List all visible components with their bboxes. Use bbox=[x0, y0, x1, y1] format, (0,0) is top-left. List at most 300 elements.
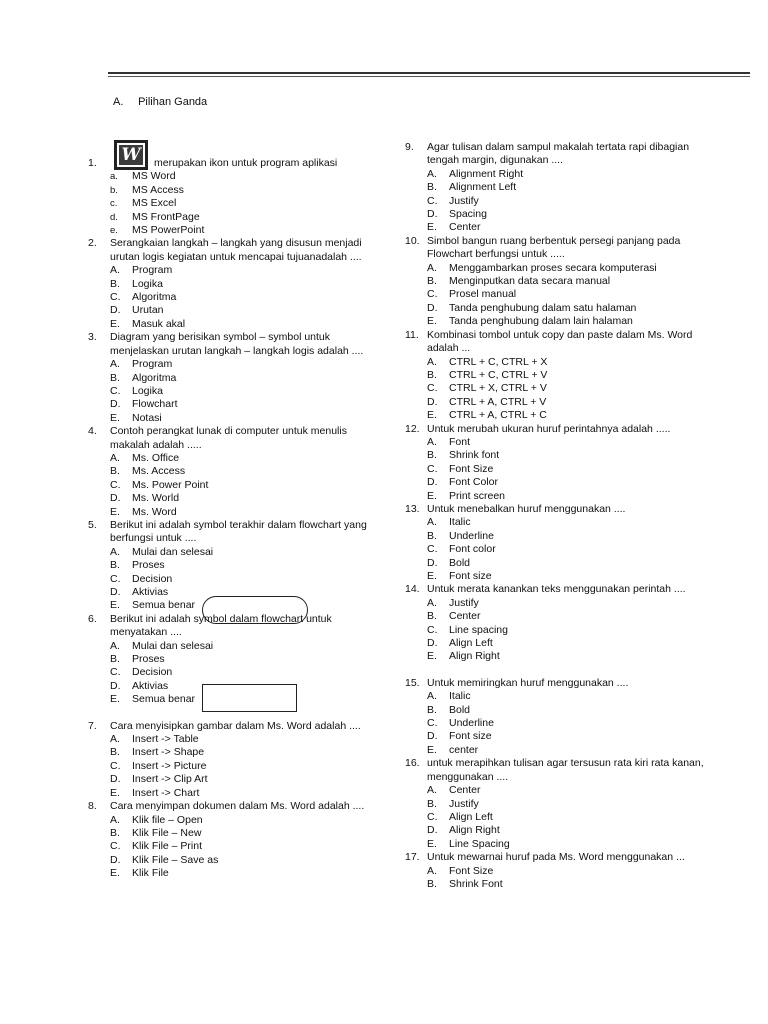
answer-option bbox=[405, 650, 705, 663]
answer-option bbox=[405, 221, 705, 234]
answer-option bbox=[405, 730, 705, 743]
option-letter: A. bbox=[110, 639, 120, 652]
option-text: Logika bbox=[132, 384, 163, 397]
question-text: Cara menyimpan dokumen dalam Ms. Word adalah .... bbox=[110, 800, 365, 813]
option-letter: D. bbox=[427, 301, 438, 314]
option-text: Insert -> Chart bbox=[132, 786, 200, 799]
option-letter: B. bbox=[427, 449, 437, 462]
question-14 bbox=[405, 583, 705, 663]
option-letter: C. bbox=[110, 759, 121, 772]
answer-option bbox=[405, 181, 705, 194]
option-letter: E. bbox=[110, 317, 120, 330]
question-stem bbox=[405, 235, 705, 262]
question-number: 11. bbox=[405, 328, 419, 341]
option-text: Prosel manual bbox=[449, 288, 517, 301]
question-stem bbox=[405, 423, 705, 436]
question-number: 14. bbox=[405, 583, 420, 596]
option-letter: B. bbox=[110, 826, 120, 839]
answer-option bbox=[88, 452, 388, 465]
option-text: CTRL + C, CTRL + X bbox=[449, 355, 548, 368]
answer-option bbox=[405, 262, 705, 275]
answer-option bbox=[405, 570, 705, 583]
answer-option bbox=[405, 315, 705, 328]
question-stem bbox=[88, 331, 388, 358]
option-text: Center bbox=[449, 784, 481, 797]
option-letter: A. bbox=[110, 358, 120, 371]
option-letter: B. bbox=[110, 559, 120, 572]
question-16 bbox=[405, 757, 705, 851]
answer-option bbox=[405, 288, 705, 301]
option-text: Ms. Office bbox=[132, 451, 180, 464]
answer-option bbox=[88, 291, 388, 304]
option-letter: A. bbox=[427, 435, 437, 448]
left-question-column bbox=[88, 157, 388, 881]
question-text: Kombinasi tombol untuk copy dan paste dalam Ms. Word adalah ... bbox=[427, 328, 693, 355]
question-stem bbox=[88, 800, 388, 813]
option-text: Underline bbox=[449, 529, 494, 542]
option-text: CTRL + X, CTRL + V bbox=[449, 382, 547, 395]
option-letter: C. bbox=[427, 810, 438, 823]
question-number: 16. bbox=[405, 757, 420, 770]
answer-option bbox=[88, 586, 388, 599]
answer-option bbox=[405, 704, 705, 717]
option-text: Font size bbox=[449, 730, 492, 743]
option-letter: D. bbox=[427, 730, 438, 743]
option-letter: b. bbox=[110, 184, 118, 196]
option-text: Align Right bbox=[449, 824, 500, 837]
option-text: Notasi bbox=[132, 411, 162, 424]
question-text: Untuk merata kanankan teks menggunakan perintah .... bbox=[427, 583, 686, 596]
answer-option bbox=[405, 369, 705, 382]
question-number: 8. bbox=[88, 800, 97, 813]
option-text: Align Left bbox=[449, 637, 493, 650]
answer-option bbox=[88, 640, 388, 653]
answer-option bbox=[88, 559, 388, 572]
option-text: Semua benar bbox=[132, 599, 196, 612]
answer-option bbox=[405, 838, 705, 851]
answer-option bbox=[405, 356, 705, 369]
option-letter: A. bbox=[110, 451, 120, 464]
question-stem bbox=[88, 720, 388, 733]
answer-option bbox=[88, 827, 388, 840]
question-text: Diagram yang berisikan symbol – symbol untuk menjelaskan urutan langkah – langkah logis adalah .... bbox=[110, 331, 364, 357]
answer-option bbox=[405, 476, 705, 489]
option-text: Semua benar bbox=[132, 693, 196, 706]
question-number: 13. bbox=[405, 502, 420, 515]
answer-option bbox=[405, 543, 705, 556]
option-letter: C. bbox=[110, 572, 121, 585]
option-text: Align Left bbox=[449, 810, 493, 823]
option-letter: C. bbox=[110, 478, 121, 491]
answer-option bbox=[88, 546, 388, 559]
option-letter: E. bbox=[427, 489, 437, 502]
question-text: Berikut ini adalah symbol terakhir dalam flowchart yang berfungsi untuk .... bbox=[110, 518, 367, 545]
option-text: Line spacing bbox=[449, 623, 508, 636]
question-stem bbox=[405, 583, 705, 596]
question-text: Simbol bangun ruang berbentuk persegi panjang pada Flowchart berfungsi untuk ..... bbox=[427, 234, 681, 261]
option-text: MS Access bbox=[132, 183, 184, 196]
option-letter: C. bbox=[110, 291, 121, 304]
option-letter: E. bbox=[110, 411, 120, 424]
answer-option bbox=[405, 463, 705, 476]
answer-option bbox=[88, 840, 388, 853]
option-text: Alignment Left bbox=[449, 181, 517, 194]
option-text: Spacing bbox=[449, 208, 487, 221]
option-letter: A. bbox=[427, 690, 437, 703]
option-letter: E. bbox=[110, 505, 120, 518]
option-text: Urutan bbox=[132, 304, 164, 317]
question-number: 12. bbox=[405, 422, 420, 435]
option-letter: D. bbox=[427, 824, 438, 837]
option-text: Klik File – Save as bbox=[132, 853, 219, 866]
question-stem bbox=[88, 613, 388, 640]
option-letter: E. bbox=[427, 650, 437, 663]
option-letter: E. bbox=[427, 743, 437, 756]
option-letter: A. bbox=[427, 864, 437, 877]
option-letter: D. bbox=[427, 476, 438, 489]
option-text: CTRL + A, CTRL + V bbox=[449, 395, 547, 408]
question-12 bbox=[405, 423, 705, 503]
question-text: untuk merapihkan tulisan agar tersusun rata kiri rata kanan, menggunakan .... bbox=[427, 757, 704, 783]
question-text: Contoh perangkat lunak di computer untuk menulis makalah adalah ..... bbox=[110, 425, 347, 451]
option-letter: D. bbox=[427, 208, 438, 221]
question-4 bbox=[88, 425, 388, 519]
answer-option bbox=[405, 610, 705, 623]
option-letter: D. bbox=[427, 637, 438, 650]
option-text: MS PowerPoint bbox=[132, 224, 205, 237]
option-letter: E. bbox=[427, 837, 437, 850]
answer-option bbox=[405, 208, 705, 221]
option-letter: a. bbox=[110, 171, 118, 183]
option-letter: A. bbox=[110, 264, 120, 277]
option-text: Menginputkan data secara manual bbox=[449, 275, 611, 288]
answer-option bbox=[405, 597, 705, 610]
question-number: 6. bbox=[88, 612, 97, 625]
option-letter: c. bbox=[110, 198, 118, 210]
option-letter: D. bbox=[110, 853, 121, 866]
option-letter: C. bbox=[427, 288, 438, 301]
option-text: Justify bbox=[449, 797, 479, 810]
option-text: Center bbox=[449, 221, 481, 234]
option-text: Klik File bbox=[132, 867, 169, 880]
option-text: Insert -> Picture bbox=[132, 759, 207, 772]
answer-option bbox=[405, 878, 705, 891]
answer-option bbox=[405, 168, 705, 181]
option-text: Masuk akal bbox=[132, 317, 186, 330]
option-letter: A. bbox=[427, 355, 437, 368]
answer-option bbox=[405, 530, 705, 543]
option-text: Tanda penghubung dalam satu halaman bbox=[449, 301, 637, 314]
answer-option bbox=[88, 170, 388, 183]
question-stem bbox=[405, 503, 705, 516]
option-text: Shrink font bbox=[449, 449, 500, 462]
option-text: Insert -> Shape bbox=[132, 746, 205, 759]
option-letter: B. bbox=[427, 368, 437, 381]
question-stem bbox=[88, 519, 388, 546]
answer-option bbox=[88, 746, 388, 759]
header-rule-bottom bbox=[108, 76, 750, 77]
question-text: Agar tulisan dalam sampul makalah tertata rapi dibagian tengah margin, digunakan .... bbox=[427, 141, 690, 167]
right-question-column bbox=[405, 141, 705, 891]
option-text: CTRL + C, CTRL + V bbox=[449, 368, 548, 381]
option-text: CTRL + A, CTRL + C bbox=[449, 409, 547, 422]
question-stem bbox=[405, 677, 705, 690]
option-letter: E. bbox=[110, 693, 120, 706]
option-text: Aktivias bbox=[132, 679, 169, 692]
spacer bbox=[405, 664, 705, 677]
option-text: Proses bbox=[132, 559, 165, 572]
option-text: Font bbox=[449, 435, 471, 448]
option-text: Ms. Word bbox=[132, 505, 177, 518]
answer-option bbox=[405, 865, 705, 878]
section-heading: Pilihan Ganda bbox=[138, 96, 208, 108]
option-letter: D. bbox=[427, 556, 438, 569]
option-text: Line Spacing bbox=[449, 837, 510, 850]
answer-option bbox=[88, 412, 388, 425]
option-text: Font Color bbox=[449, 476, 499, 489]
question-number: 1. bbox=[88, 157, 97, 169]
option-text: Font Size bbox=[449, 864, 494, 877]
option-letter: D. bbox=[110, 773, 121, 786]
option-letter: D. bbox=[110, 398, 121, 411]
answer-option bbox=[88, 492, 388, 505]
question-text: Cara menyisipkan gambar dalam Ms. Word adalah .... bbox=[110, 719, 361, 732]
question-5 bbox=[88, 519, 388, 613]
answer-option bbox=[88, 773, 388, 786]
answer-option bbox=[405, 798, 705, 811]
question-15 bbox=[405, 677, 705, 757]
question-6 bbox=[88, 613, 388, 707]
option-text: Decision bbox=[132, 666, 173, 679]
option-letter: E. bbox=[110, 786, 120, 799]
option-letter: B. bbox=[427, 797, 437, 810]
question-number: 15. bbox=[405, 676, 420, 689]
option-text: MS FrontPage bbox=[132, 210, 200, 223]
answer-option bbox=[88, 465, 388, 478]
answer-option bbox=[405, 302, 705, 315]
answer-option bbox=[88, 479, 388, 492]
answer-option bbox=[405, 516, 705, 529]
option-letter: D. bbox=[110, 492, 121, 505]
answer-option bbox=[88, 599, 388, 612]
option-text: Center bbox=[449, 610, 481, 623]
option-letter: A. bbox=[110, 733, 120, 746]
question-stem bbox=[88, 157, 388, 170]
answer-option bbox=[88, 760, 388, 773]
option-text: Justify bbox=[449, 194, 479, 207]
ms-word-glyph: W bbox=[119, 145, 143, 165]
option-text: Aktivias bbox=[132, 586, 169, 598]
answer-option bbox=[88, 224, 388, 237]
option-text: Print screen bbox=[449, 489, 506, 502]
question-11 bbox=[405, 329, 705, 423]
option-text: Menggambarkan proses secara komputerasi bbox=[449, 261, 657, 274]
option-text: Klik File – Print bbox=[132, 840, 203, 853]
answer-option bbox=[88, 666, 388, 679]
option-letter: C. bbox=[110, 666, 121, 679]
question-text: Untuk menebalkan huruf menggunakan .... bbox=[427, 502, 626, 515]
option-text: Algoritma bbox=[132, 371, 177, 384]
answer-option bbox=[405, 396, 705, 409]
option-text: Underline bbox=[449, 717, 494, 730]
answer-option bbox=[405, 624, 705, 637]
spacer bbox=[88, 707, 388, 720]
option-text: Font color bbox=[449, 543, 496, 556]
option-text: Italic bbox=[449, 516, 471, 529]
answer-option bbox=[88, 814, 388, 827]
question-stem bbox=[88, 425, 388, 452]
option-letter: C. bbox=[427, 382, 438, 395]
answer-option bbox=[88, 197, 388, 210]
option-letter: B. bbox=[427, 703, 437, 716]
answer-option bbox=[405, 449, 705, 462]
option-letter: A. bbox=[427, 167, 437, 180]
option-text: Mulai dan selesai bbox=[132, 545, 214, 558]
question-3 bbox=[88, 331, 388, 425]
option-text: Ms. Access bbox=[132, 465, 186, 478]
question-13 bbox=[405, 503, 705, 583]
section-title bbox=[113, 96, 207, 109]
question-text: Untuk mewarnai huruf pada Ms. Word menggunakan ... bbox=[427, 851, 685, 864]
option-text: Justify bbox=[449, 596, 479, 609]
question-text: Untuk merubah ukuran huruf perintahnya adalah ..... bbox=[427, 422, 671, 435]
question-10 bbox=[405, 235, 705, 329]
option-letter: A. bbox=[427, 784, 437, 797]
answer-option bbox=[88, 653, 388, 666]
answer-option bbox=[405, 436, 705, 449]
answer-option bbox=[88, 184, 388, 197]
answer-option bbox=[405, 637, 705, 650]
option-letter: C. bbox=[110, 384, 121, 397]
answer-option bbox=[88, 506, 388, 519]
answer-option bbox=[405, 717, 705, 730]
option-text: Decision bbox=[132, 572, 173, 585]
question-8 bbox=[88, 800, 388, 880]
answer-option bbox=[88, 358, 388, 371]
option-letter: A. bbox=[110, 813, 120, 826]
question-2 bbox=[88, 237, 388, 331]
option-text: Align Right bbox=[449, 650, 500, 663]
option-letter: D. bbox=[110, 586, 121, 598]
option-text: Ms. World bbox=[132, 492, 180, 505]
question-stem bbox=[405, 757, 705, 784]
option-letter: D. bbox=[427, 395, 438, 408]
answer-option bbox=[405, 195, 705, 208]
answer-option bbox=[405, 490, 705, 503]
option-text: MS Word bbox=[132, 170, 176, 183]
option-letter: B. bbox=[427, 275, 437, 288]
option-letter: C. bbox=[427, 543, 438, 556]
option-text: Mulai dan selesai bbox=[132, 639, 214, 652]
answer-option bbox=[88, 573, 388, 586]
option-letter: B. bbox=[110, 465, 120, 478]
answer-option bbox=[88, 693, 388, 706]
option-letter: D. bbox=[110, 679, 121, 692]
option-letter: C. bbox=[110, 840, 121, 853]
question-7 bbox=[88, 720, 388, 800]
option-text: Proses bbox=[132, 653, 165, 666]
option-letter: E. bbox=[427, 570, 437, 582]
question-text: merupakan ikon untuk program aplikasi bbox=[154, 157, 338, 169]
question-number: 2. bbox=[88, 237, 97, 250]
question-text: Serangkaian langkah – langkah yang disusun menjadi urutan logis kegiatan untuk mencapai tujuanadalah .... bbox=[110, 237, 362, 263]
answer-option bbox=[405, 690, 705, 703]
option-letter: B. bbox=[110, 371, 120, 384]
answer-option bbox=[405, 382, 705, 395]
option-text: Logika bbox=[132, 277, 163, 290]
question-17 bbox=[405, 851, 705, 891]
question-number: 5. bbox=[88, 518, 97, 531]
option-text: Italic bbox=[449, 690, 471, 703]
section-label: A. bbox=[113, 96, 124, 108]
answer-option bbox=[88, 372, 388, 385]
option-letter: E. bbox=[427, 221, 437, 234]
header-rule-top bbox=[108, 72, 750, 74]
option-letter: C. bbox=[427, 462, 438, 475]
option-letter: B. bbox=[427, 529, 437, 542]
option-letter: E. bbox=[427, 409, 437, 422]
question-number: 3. bbox=[88, 331, 97, 344]
option-text: Insert -> Clip Art bbox=[132, 773, 208, 786]
option-letter: A. bbox=[427, 516, 437, 529]
option-text: Klik File – New bbox=[132, 826, 202, 839]
option-letter: A. bbox=[110, 545, 120, 558]
option-text: Bold bbox=[449, 703, 471, 716]
option-text: Alignment Right bbox=[449, 167, 524, 180]
answer-option bbox=[405, 811, 705, 824]
option-text: Shrink Font bbox=[449, 877, 503, 890]
option-text: Font size bbox=[449, 570, 492, 582]
option-letter: B. bbox=[110, 746, 120, 759]
answer-option bbox=[405, 409, 705, 422]
option-letter: e. bbox=[110, 225, 118, 237]
answer-option bbox=[88, 733, 388, 746]
answer-option bbox=[405, 744, 705, 757]
answer-option bbox=[88, 385, 388, 398]
option-letter: C. bbox=[427, 623, 438, 636]
option-letter: C. bbox=[427, 717, 438, 730]
answer-option bbox=[405, 557, 705, 570]
option-letter: d. bbox=[110, 211, 118, 223]
answer-option bbox=[405, 784, 705, 797]
option-text: Bold bbox=[449, 556, 471, 569]
answer-option bbox=[405, 824, 705, 837]
question-9 bbox=[405, 141, 705, 235]
question-number: 17. bbox=[405, 851, 420, 864]
option-text: MS Excel bbox=[132, 197, 177, 210]
option-text: center bbox=[449, 743, 479, 756]
question-stem bbox=[405, 329, 705, 356]
answer-option bbox=[88, 398, 388, 411]
answer-option bbox=[88, 304, 388, 317]
option-letter: A. bbox=[427, 261, 437, 274]
option-text: Ms. Power Point bbox=[132, 478, 209, 491]
answer-option bbox=[88, 318, 388, 331]
question-text: Untuk memiringkan huruf menggunakan .... bbox=[427, 676, 629, 689]
question-text: Berikut ini adalah symbol dalam flowchart untuk menyatakan .... bbox=[110, 612, 332, 639]
option-letter: C. bbox=[427, 194, 438, 207]
answer-option bbox=[88, 680, 388, 693]
option-letter: E. bbox=[427, 315, 437, 328]
option-letter: D. bbox=[110, 304, 121, 317]
answer-option bbox=[88, 264, 388, 277]
question-stem bbox=[405, 851, 705, 864]
option-letter: E. bbox=[110, 599, 120, 612]
question-number: 7. bbox=[88, 719, 97, 732]
option-text: Klik file – Open bbox=[132, 813, 203, 826]
option-text: Tanda penghubung dalam lain halaman bbox=[449, 315, 633, 328]
question-stem bbox=[88, 237, 388, 264]
